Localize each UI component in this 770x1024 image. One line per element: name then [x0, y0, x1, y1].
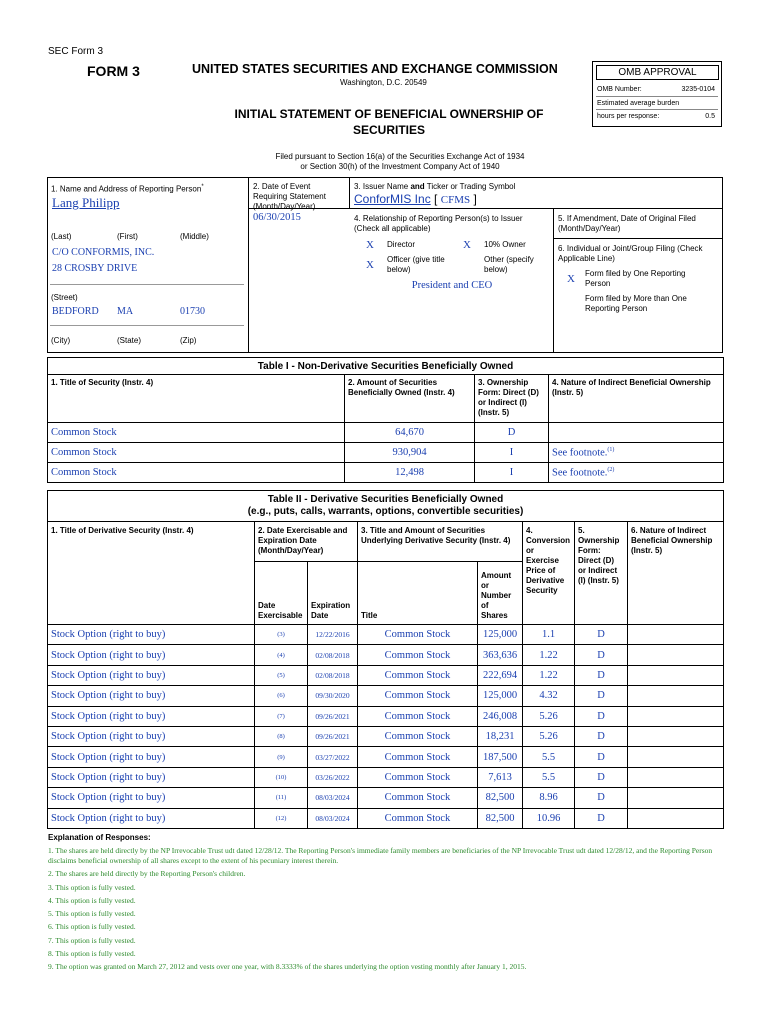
t2-sub-date2: Date: [311, 611, 329, 620]
footnote: 7. This option is fully vested.: [48, 935, 136, 945]
security-amount: 930,904: [345, 443, 475, 463]
expiration-date: 03/26/2022: [308, 767, 358, 787]
table1-row: [48, 423, 724, 443]
t1-h3-1: 3. Ownership: [478, 378, 529, 387]
nature-text: See footnote.: [552, 467, 608, 479]
t2-h4-line: Price of: [526, 566, 556, 575]
ownership-form: I: [475, 463, 549, 483]
footnote: 3. This option is fully vested.: [48, 882, 136, 892]
table1-header-title: 1. Title of Security (Instr. 4): [48, 375, 345, 423]
ownership-nature: [628, 686, 724, 706]
ownership-form: D: [575, 706, 628, 726]
sub-expiration-date: [308, 562, 358, 625]
underlying-title: Common Stock: [358, 665, 478, 685]
box1-label: [51, 182, 204, 195]
officer-check[interactable]: X: [366, 259, 374, 271]
box3-label-and: and: [410, 182, 425, 191]
derivative-title: Stock Option (right to buy): [48, 726, 255, 746]
officer-title: President and CEO: [411, 280, 493, 291]
table1-row: [48, 463, 724, 483]
exercise-price: 5.5: [523, 747, 575, 767]
underlying-shares: 125,000: [478, 625, 523, 645]
explanation-title: Explanation of Responses:: [48, 833, 151, 842]
ownership-form: D: [575, 726, 628, 746]
one-person-label-1: Form filed by One Reporting: [585, 269, 686, 278]
t2-sub-expiration: Expiration: [311, 601, 351, 610]
ticker-bracket-open: [: [434, 192, 438, 206]
ownership-form: D: [475, 423, 549, 443]
footnote: 9. The option was granted on March 27, 2012 and vests over one year, with 8.3333% of the shares underlying the option vesting monthly after January 1, 2015.: [48, 962, 527, 972]
box6-label-2: Applicable Line): [558, 254, 615, 263]
city-value: BEDFORD: [52, 306, 99, 317]
expiration-date: 03/27/2022: [308, 747, 358, 767]
derivative-title: Stock Option (right to buy): [48, 645, 255, 665]
table2-title: [48, 491, 724, 522]
underlying-shares: 187,500: [478, 747, 523, 767]
table2-row: [48, 706, 724, 726]
more-persons-label-1: Form filed by More than One: [585, 294, 687, 303]
expiration-date: 08/03/2024: [308, 808, 358, 828]
omb-title: OMB APPROVAL: [596, 65, 719, 80]
statement-title: [212, 106, 566, 138]
table2-row: [48, 726, 724, 746]
more-persons-label: [585, 294, 687, 314]
sub-title: Title: [358, 562, 478, 625]
event-date: 06/30/2015: [253, 212, 301, 223]
exercise-price: 10.96: [523, 808, 575, 828]
table2-header-title: 1. Title of Derivative Security (Instr. 4): [48, 522, 255, 625]
ownership-form: D: [575, 767, 628, 787]
ownership-nature: [628, 747, 724, 767]
underlying-title: Common Stock: [358, 625, 478, 645]
underlying-title: Common Stock: [358, 686, 478, 706]
table2-row: [48, 767, 724, 787]
table1-title: Table I - Non-Derivative Securities Beneficially Owned: [48, 358, 724, 375]
expiration-date: 02/08/2018: [308, 665, 358, 685]
derivative-title: Stock Option (right to buy): [48, 808, 255, 828]
commission-name: UNITED STATES SECURITIES AND EXCHANGE COMMISSION: [192, 62, 558, 76]
table2-row: [48, 788, 724, 808]
t2-h5-line: Direct (D): [578, 556, 615, 565]
table2-row: [48, 686, 724, 706]
address-line-2: 28 CROSBY DRIVE: [52, 263, 138, 274]
date-exercisable[interactable]: (3): [255, 625, 308, 645]
ownership-nature: [549, 443, 724, 463]
underlying-shares: 82,500: [478, 808, 523, 828]
underlying-shares: 363,636: [478, 645, 523, 665]
date-exercisable[interactable]: (7): [255, 706, 308, 726]
t1-h4-1: 4. Nature of Indirect Beneficial Ownership: [552, 378, 711, 387]
sec-form-label: SEC Form 3: [48, 46, 104, 57]
date-exercisable[interactable]: (9): [255, 747, 308, 767]
ownership-nature: [549, 423, 724, 443]
omb-burden-label: Estimated average burden: [597, 100, 680, 107]
other-label-2: below): [484, 265, 508, 274]
middle-label: (Middle): [180, 232, 209, 241]
box5-label-2: (Month/Day/Year): [558, 224, 621, 233]
ten-percent-owner-check[interactable]: X: [463, 239, 471, 251]
expiration-date: 12/22/2016: [308, 625, 358, 645]
t2-h4-line: 4.: [526, 526, 533, 535]
address-line-1: C/O CONFORMIS, INC.: [52, 247, 155, 258]
statement-title-line-1: INITIAL STATEMENT OF BENEFICIAL OWNERSHIP OF: [234, 107, 544, 121]
derivative-title: Stock Option (right to buy): [48, 665, 255, 685]
footnote: 8. This option is fully vested.: [48, 949, 136, 959]
last-label: (Last): [51, 232, 72, 241]
t2-h6-3: (Instr. 5): [631, 546, 663, 555]
derivative-title: Stock Option (right to buy): [48, 686, 255, 706]
box2-label-2: Requiring Statement: [253, 192, 326, 201]
zip-label: (Zip): [180, 336, 197, 345]
expiration-date: 02/08/2018: [308, 645, 358, 665]
table2-header-dates: [255, 522, 358, 562]
box5-label: [558, 214, 696, 234]
expiration-date: 09/26/2021: [308, 706, 358, 726]
box1-asterisk: *: [201, 184, 204, 190]
ownership-form: D: [575, 808, 628, 828]
reporting-person-name[interactable]: Lang Philipp: [52, 195, 120, 210]
t2-h3-2: Underlying Derivative Security (Instr. 4): [361, 536, 511, 545]
one-person-label-2: Person: [585, 279, 611, 288]
officer-label: [387, 255, 445, 275]
more-persons-label-2: Reporting Person: [585, 304, 648, 313]
omb-hours-value: 0.5: [705, 113, 715, 120]
underlying-title: Common Stock: [358, 788, 478, 808]
t2-sub-amount-line: Number: [481, 591, 512, 600]
t2-h6-2: Beneficial Ownership: [631, 536, 713, 545]
security-title: Common Stock: [48, 463, 345, 483]
explanation-notes: [48, 846, 728, 976]
ownership-nature: [628, 808, 724, 828]
expiration-date: 09/30/2020: [308, 686, 358, 706]
filed-pursuant-line-2: or Section 30(h) of the Investment Company Act of 1940: [300, 162, 500, 171]
derivative-title: Stock Option (right to buy): [48, 788, 255, 808]
table2-header-price: [523, 522, 575, 625]
box3-label-a: 3. Issuer Name: [354, 182, 411, 191]
box4-label-2: (Check all applicable): [354, 224, 431, 233]
other-label: [484, 255, 534, 275]
t2-h4-line: Exercise: [526, 556, 559, 565]
table2-row: [48, 645, 724, 665]
exercise-price: 5.26: [523, 706, 575, 726]
nature-text: See footnote.: [552, 447, 608, 459]
ownership-nature: [628, 726, 724, 746]
table2-header-nature: [628, 522, 724, 625]
box3-label-b: Ticker or Trading Symbol: [424, 182, 516, 191]
other-label-1: Other (specify: [484, 255, 534, 264]
t2-h2-2: Expiration Date: [258, 536, 317, 545]
ownership-form: D: [575, 645, 628, 665]
t2-sub-exercisable: Exercisable: [258, 611, 303, 620]
footnote: 5. This option is fully vested.: [48, 909, 136, 919]
ownership-nature: [628, 645, 724, 665]
t2-h2-1: 2. Date Exercisable and: [258, 526, 348, 535]
footnote: 6. This option is fully vested.: [48, 922, 136, 932]
t2-h3-1: 3. Title and Amount of Securities: [361, 526, 486, 535]
zip-value: 01730: [180, 306, 205, 317]
ownership-form: D: [575, 665, 628, 685]
omb-number-value: 3235-0104: [681, 86, 715, 93]
exercise-price: 1.22: [523, 665, 575, 685]
box6-label-1: 6. Individual or Joint/Group Filing (Check: [558, 244, 703, 253]
derivative-title: Stock Option (right to buy): [48, 767, 255, 787]
ownership-nature: [628, 665, 724, 685]
t1-h2-1: 2. Amount of Securities: [348, 378, 438, 387]
t2-h5-line: Form:: [578, 546, 601, 555]
underlying-shares: 18,231: [478, 726, 523, 746]
exercise-price: 1.1: [523, 625, 575, 645]
table1-header-nature: [549, 375, 724, 423]
ownership-nature: [628, 788, 724, 808]
t2-sub-date: Date: [258, 601, 276, 610]
date-exercisable[interactable]: (11): [255, 788, 308, 808]
t2-title-2: (e.g., puts, calls, warrants, options, convertible securities): [247, 506, 524, 517]
t2-h4-line: Derivative: [526, 576, 565, 585]
omb-approval-box: [592, 61, 722, 127]
t2-h5-line: Ownership: [578, 536, 620, 545]
underlying-shares: 246,008: [478, 706, 523, 726]
ownership-form: D: [575, 625, 628, 645]
table1-header-form: [475, 375, 549, 423]
t2-h4-line: Conversion: [526, 536, 571, 545]
state-value: MA: [117, 306, 134, 317]
ticker-symbol: CFMS: [440, 194, 471, 206]
nature-footnote[interactable]: (2): [607, 466, 615, 473]
date-exercisable[interactable]: (6): [255, 686, 308, 706]
t2-title-1: Table II - Derivative Securities Beneficially Owned: [267, 494, 504, 505]
box3-label: [354, 182, 515, 192]
one-person-label: [585, 269, 686, 289]
one-person-check[interactable]: X: [567, 273, 575, 285]
underlying-title: Common Stock: [358, 726, 478, 746]
box2-label-3: (Month/Day/Year): [253, 202, 316, 211]
table-non-derivative: [47, 357, 724, 483]
underlying-title: Common Stock: [358, 645, 478, 665]
commission-location: Washington, D.C. 20549: [340, 78, 427, 87]
footnote: 1. The shares are held directly by the NP Irrevocable Trust udt dated 12/28/12. The Reporting Person's immediate family members are beneficiaries of the NP Irrevocable Trust udt dated 12/28/12, and the Reporting Person disclaims beneficial ownership of all shares except to the extent of his pecuniary interest therein.: [48, 846, 713, 865]
footnote: 4. This option is fully vested.: [48, 895, 136, 905]
date-exercisable[interactable]: (10): [255, 767, 308, 787]
box6-label: [558, 244, 703, 264]
expiration-date: 09/26/2021: [308, 726, 358, 746]
exercise-price: 4.32: [523, 686, 575, 706]
derivative-title: Stock Option (right to buy): [48, 747, 255, 767]
t2-h6-1: 6. Nature of Indirect: [631, 526, 707, 535]
t2-sub-amount-line: of: [481, 601, 489, 610]
underlying-title: Common Stock: [358, 808, 478, 828]
date-exercisable[interactable]: (4): [255, 645, 308, 665]
underlying-title: Common Stock: [358, 706, 478, 726]
exercise-price: 1.22: [523, 645, 575, 665]
omb-hours-label: hours per response:: [597, 113, 660, 120]
t2-h4-line: or: [526, 546, 534, 555]
first-label: (First): [117, 232, 138, 241]
box4-label-1: 4. Relationship of Reporting Person(s) to Issuer: [354, 214, 523, 223]
sub-amount: [478, 562, 523, 625]
derivative-title: Stock Option (right to buy): [48, 706, 255, 726]
filed-pursuant-line-1: Filed pursuant to Section 16(a) of the Securities Exchange Act of 1934: [275, 152, 525, 161]
t2-h5-line: or Indirect: [578, 566, 618, 575]
security-title: Common Stock: [48, 423, 345, 443]
underlying-title: Common Stock: [358, 767, 478, 787]
officer-label-1: Officer (give title: [387, 255, 445, 264]
omb-number-label: OMB Number:: [597, 86, 642, 93]
table2-header-form: [575, 522, 628, 625]
date-exercisable[interactable]: (12): [255, 808, 308, 828]
table-derivative: [47, 490, 724, 829]
director-label: Director: [387, 240, 416, 249]
city-label: (City): [51, 336, 71, 345]
ten-percent-owner-label: 10% Owner: [484, 240, 526, 249]
date-exercisable[interactable]: (8): [255, 726, 308, 746]
issuer-line: [354, 192, 477, 206]
footnote: 2. The shares are held directly by the Reporting Person's children.: [48, 869, 246, 879]
t1-h2-2: Beneficially Owned (Instr. 4): [348, 388, 455, 397]
t1-h3-3: or Indirect (I): [478, 398, 527, 407]
box4-label: [354, 214, 523, 234]
underlying-title: Common Stock: [358, 747, 478, 767]
table1-header-amount: [345, 375, 475, 423]
t2-h2-3: (Month/Day/Year): [258, 546, 324, 555]
t1-h3-4: (Instr. 5): [478, 408, 510, 417]
derivative-title: Stock Option (right to buy): [48, 625, 255, 645]
officer-label-2: below): [387, 265, 411, 274]
table2-row: [48, 808, 724, 828]
security-title: Common Stock: [48, 443, 345, 463]
box1-label-text: 1. Name and Address of Reporting Person: [51, 184, 202, 194]
ownership-nature: [628, 767, 724, 787]
ticker-bracket-close: ]: [473, 192, 477, 206]
security-amount: 12,498: [345, 463, 475, 483]
sub-date-exercisable: [255, 562, 308, 625]
exercise-price: 5.5: [523, 767, 575, 787]
t1-h3-2: Form: Direct (D): [478, 388, 539, 397]
t2-sub-amount-line: Shares: [481, 611, 508, 620]
underlying-shares: 125,000: [478, 686, 523, 706]
t2-h5-line: 5.: [578, 526, 585, 535]
statement-title-line-2: SECURITIES: [352, 123, 425, 137]
ownership-form: D: [575, 788, 628, 808]
table2-row: [48, 625, 724, 645]
table1-row: [48, 443, 724, 463]
t2-sub-amount-line: or: [481, 581, 489, 590]
security-amount: 64,670: [345, 423, 475, 443]
ownership-nature: [628, 625, 724, 645]
t2-sub-amount-line: Amount: [481, 571, 512, 580]
ownership-nature: [628, 706, 724, 726]
ownership-form: D: [575, 747, 628, 767]
exercise-price: 8.96: [523, 788, 575, 808]
director-check[interactable]: X: [366, 239, 374, 251]
t2-h5-line: (I) (Instr. 5): [578, 576, 619, 585]
box5-label-1: 5. If Amendment, Date of Original Filed: [558, 214, 696, 223]
exercise-price: 5.26: [523, 726, 575, 746]
ownership-nature: [549, 463, 724, 483]
state-label: (State): [117, 336, 142, 345]
t2-h4-line: Security: [526, 586, 558, 595]
t1-h4-2: (Instr. 5): [552, 388, 584, 397]
date-exercisable[interactable]: (5): [255, 665, 308, 685]
table2-row: [48, 747, 724, 767]
ownership-form: D: [575, 686, 628, 706]
underlying-shares: 222,694: [478, 665, 523, 685]
street-label: (Street): [51, 293, 78, 302]
box2-label-1: 2. Date of Event: [253, 182, 311, 191]
ownership-form: I: [475, 443, 549, 463]
form-title: FORM 3: [87, 63, 140, 79]
box2-label: [253, 182, 326, 212]
underlying-shares: 7,613: [478, 767, 523, 787]
table2-row: [48, 665, 724, 685]
table2-header-underlying: [358, 522, 523, 562]
expiration-date: 08/03/2024: [308, 788, 358, 808]
nature-footnote[interactable]: (1): [607, 446, 615, 453]
issuer-name[interactable]: ConforMIS Inc: [354, 192, 431, 206]
underlying-shares: 82,500: [478, 788, 523, 808]
filed-pursuant: [200, 152, 600, 172]
